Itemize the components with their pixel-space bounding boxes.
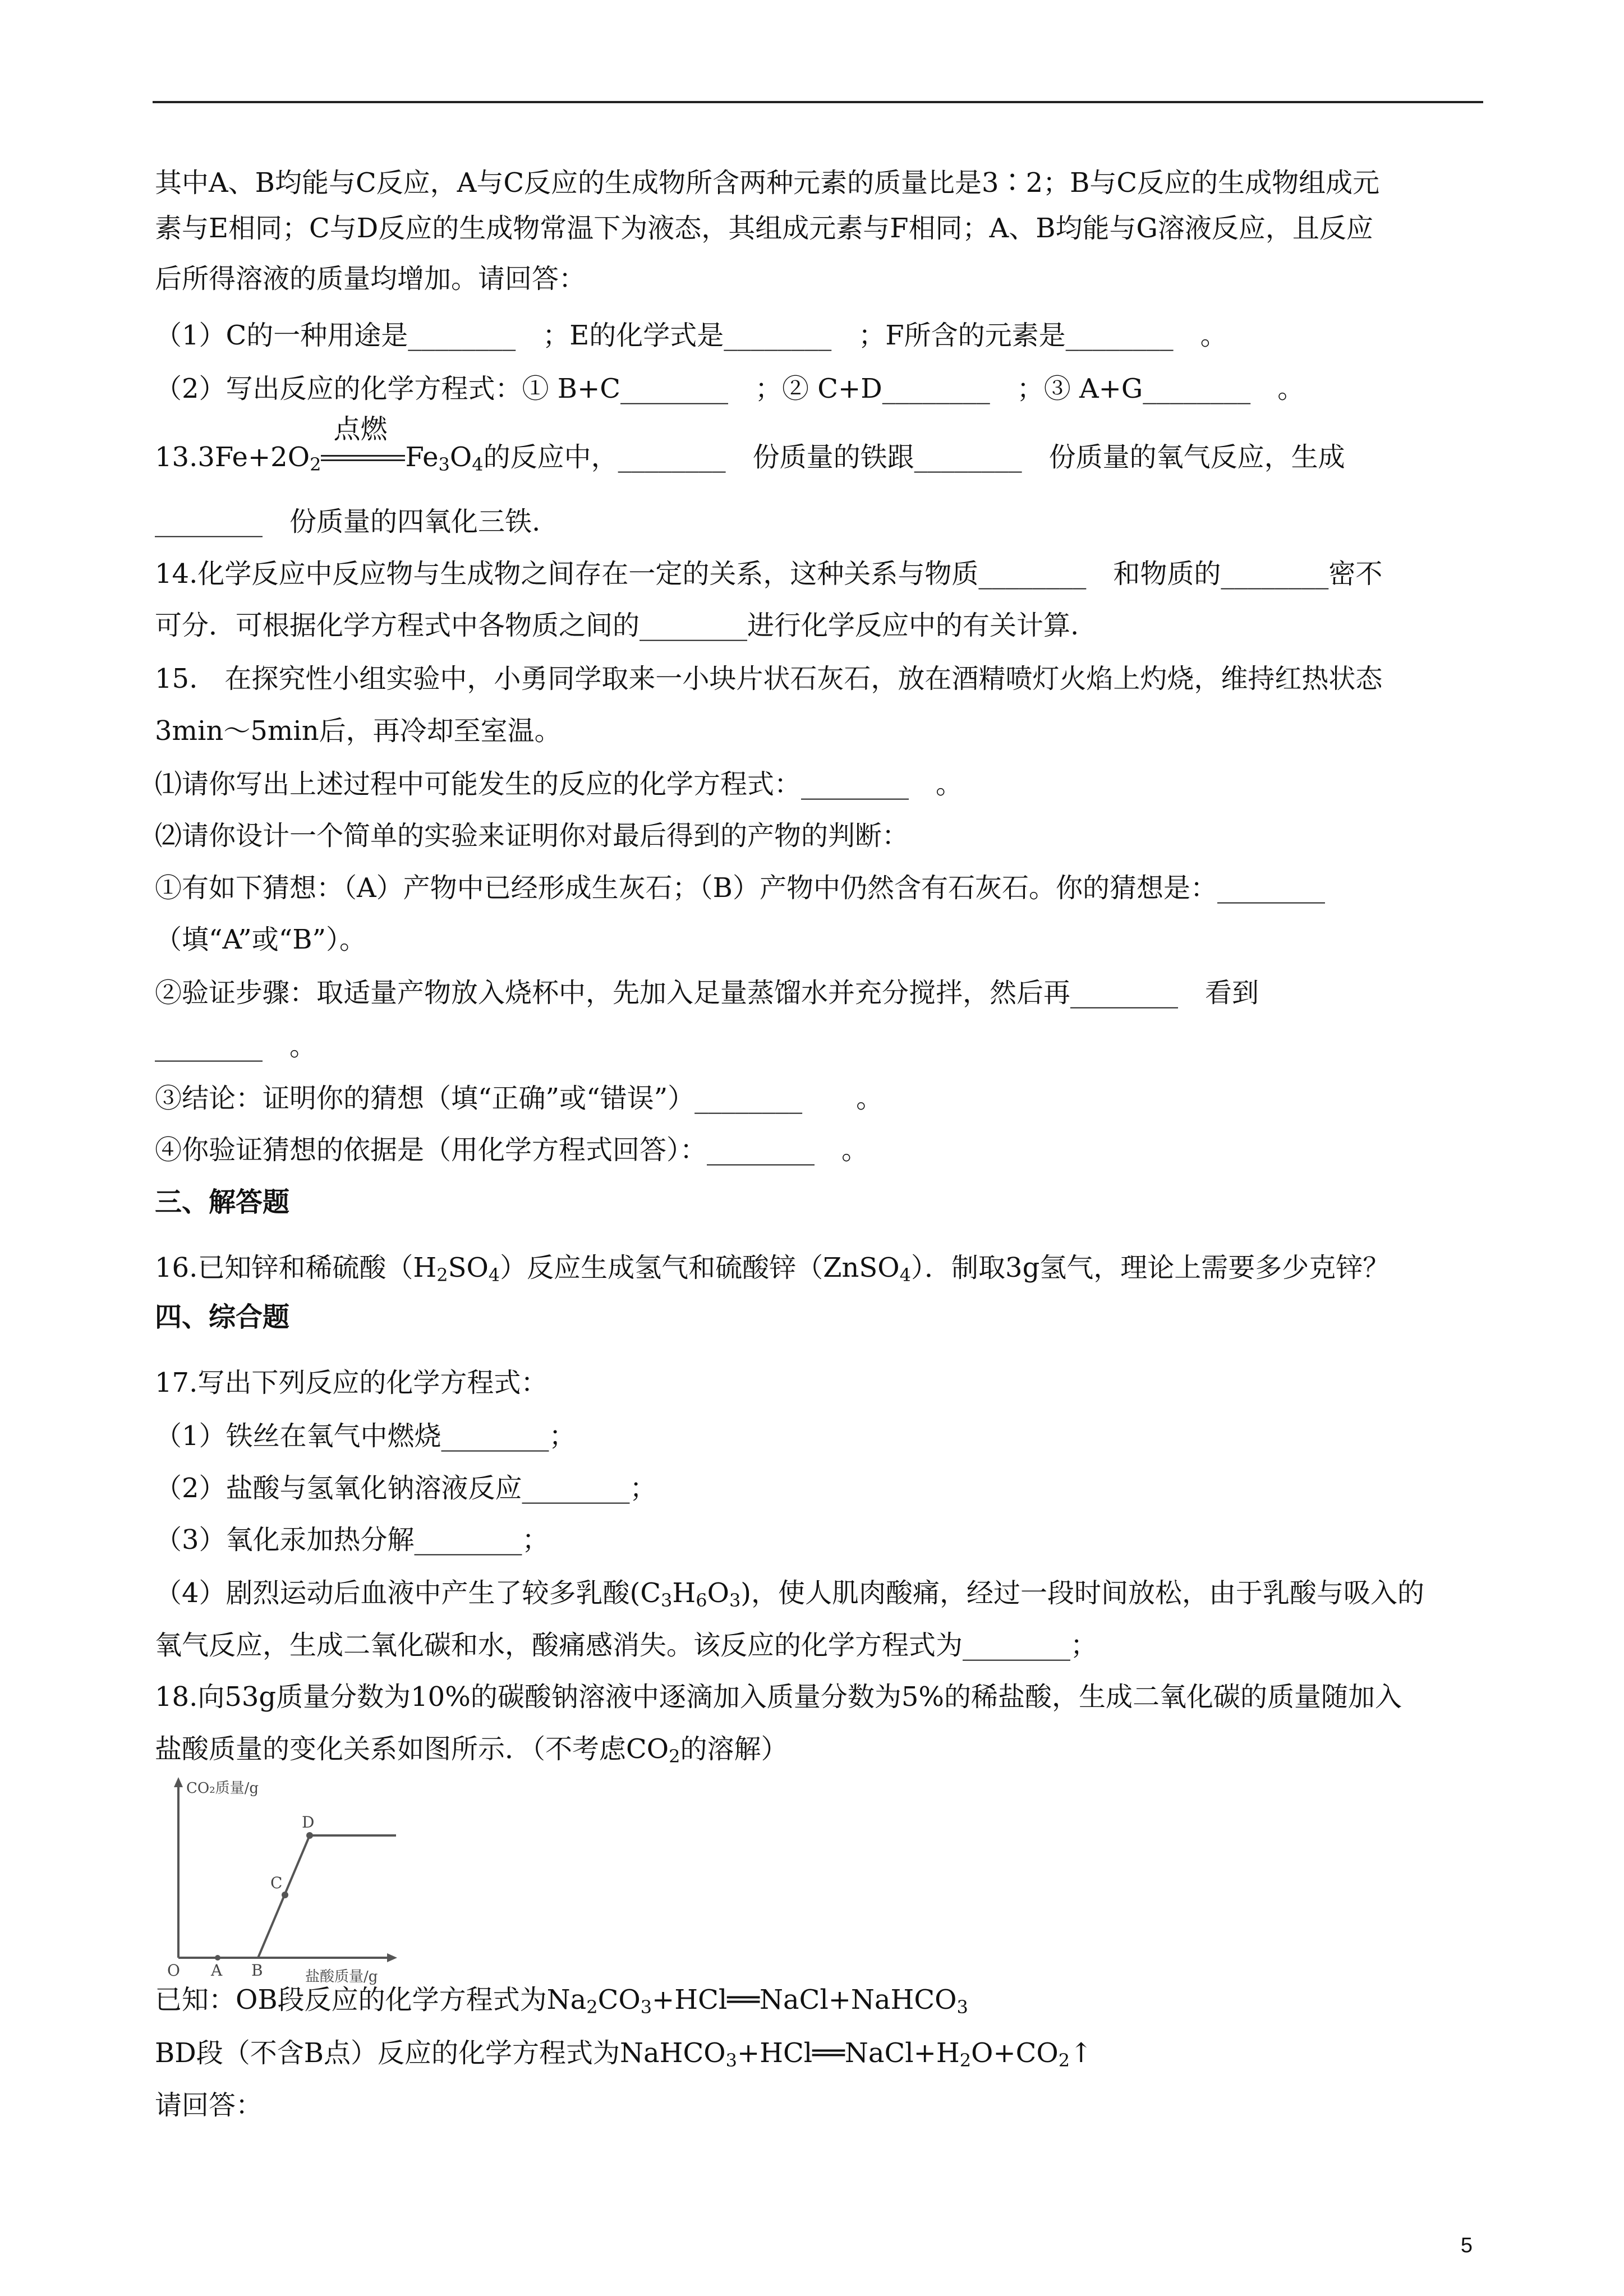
question-12-part-1: （1）C的一种用途是________ ；E的化学式是________ ；F所含的元素是________ 。	[155, 320, 1227, 351]
section-heading-4: 四、综合题	[155, 1301, 290, 1333]
label-c: C	[270, 1874, 283, 1892]
question-17-line-3: （2）盐酸与氢氧化钠溶液反应________；	[155, 1473, 657, 1504]
question-13-line-2: ________ 份质量的四氧化三铁.	[155, 506, 541, 537]
y-axis-arrow	[174, 1777, 183, 1787]
point-d	[306, 1832, 313, 1839]
question-17-line-1: 17.写出下列反应的化学方程式：	[155, 1367, 548, 1398]
question-15-line-4: ⑵请你设计一个简单的实验来证明你对最后得到的产物的判断：	[155, 820, 909, 852]
question-17-line-2: （1）铁丝在氧气中燃烧________；	[155, 1420, 576, 1452]
question-17-line-5: （4）剧烈运动后血液中产生了较多乳酸$(C_3H_6O_3)$，使人肌肉酸痛，经过一段时间放松，由于乳酸与吸入的	[155, 1577, 1425, 1611]
ignition-condition: 点燃	[321, 440, 405, 474]
y-axis-label: CO₂质量/g	[186, 1780, 259, 1797]
question-15-line-10: ④你验证猜想的依据是（用化学方程式回答）：________ 。	[155, 1134, 869, 1166]
question-14-line-1: 14.化学反应中反应物与生成物之间存在一定的关系，这种关系与物质________ 和物质的________密不	[155, 558, 1383, 590]
question-15-line-2: 3min～5min后，再冷却至室温。	[155, 715, 562, 747]
question-15-line-5: ①有如下猜想：（A）产物中已经形成生灰石；（B）产物中仍然含有石灰石。你的猜想是：________	[155, 872, 1325, 904]
question-12-part-2: （2）写出反应的化学方程式：① B+C________ ；② C+D________ ；③ A+G________ 。	[155, 373, 1305, 404]
question-15-line-7: ②验证步骤：取适量产物放入烧杯中，先加入足量蒸馏水并充分搅拌，然后再________ 看到	[155, 977, 1259, 1009]
section-heading-3: 三、解答题	[155, 1186, 290, 1218]
text-line: 后所得溶液的质量均增加。请回答：	[155, 263, 586, 295]
x-axis-arrow	[387, 1953, 397, 1962]
question-18-line-1: 18.向53g质量分数为10%的碳酸钠溶液中逐滴加入质量分数为5%的稀盐酸，生成二氧化碳的质量随加入	[155, 1681, 1402, 1713]
point-c	[282, 1892, 288, 1898]
question-17-line-4: （3）氧化汞加热分解________；	[155, 1524, 549, 1556]
text-line: 其中A、B均能与C反应，A与C反应的生成物所含两种元素的质量比是3∶2；B与C反应的生成物组成元	[155, 167, 1380, 199]
known-line-2: BD段（不含B点）反应的化学方程式为$NaHCO_3+HCl══NaCl+H_2O+CO_2↑$	[155, 2037, 1093, 2071]
question-13-line-1: $13.3Fe+2O_2$ 点燃 $Fe_3O_4$的反应中，________ 份质量的铁跟________ 份质量的氧气反应，生成	[155, 413, 1345, 475]
label-a: A	[211, 1961, 223, 1980]
question-18-line-2: 盐酸质量的变化关系如图所示．（不考虑$CO_2$的溶解）	[155, 1733, 788, 1767]
question-16: 16.已知锌和稀硫酸$(H_2SO_4)$反应生成氢气和硫酸锌（ZnSO$_4$）．制取3g氢气，理论上需要多少克锌？	[155, 1252, 1390, 1286]
co2-graph-figure	[155, 1773, 402, 1985]
known-line-1: 已知：OB段反应的化学方程式为$Na_2CO_3+HCl══NaCl+NaHCO_3$	[155, 1984, 968, 2018]
x-axis-label: 盐酸质量/g	[305, 1968, 378, 1985]
point-a	[215, 1955, 220, 1961]
please-answer: 请回答：	[155, 2090, 263, 2121]
text-line: 素与E相同；C与D反应的生成物常温下为液态，其组成元素与F相同；A、B均能与G溶液反应，且反应	[155, 213, 1373, 244]
question-15-line-3: ⑴请你写出上述过程中可能发生的反应的化学方程式：________ 。	[155, 769, 963, 800]
question-15-line-9: ③结论：证明你的猜想（填“正确”或“错误”）________ 。	[155, 1083, 884, 1114]
header-rule	[153, 101, 1483, 103]
question-17-line-6: 氧气反应，生成二氧化碳和水，酸痛感消失。该反应的化学方程式为________；	[155, 1630, 1098, 1661]
question-15-line-1: 15. 在探究性小组实验中，小勇同学取来一小块片状石灰石，放在酒精喷灯火焰上灼烧，维持红热状态	[155, 663, 1383, 694]
label-o: O	[167, 1961, 180, 1980]
question-15-line-6: （填“A”或“B”）。	[155, 924, 367, 955]
label-d: D	[302, 1813, 315, 1832]
label-b: B	[251, 1961, 263, 1980]
question-15-line-8: ________ 。	[155, 1030, 317, 1062]
page-number: 5	[1460, 2234, 1473, 2257]
question-14-line-2: 可分．可根据化学方程式中各物质之间的________进行化学反应中的有关计算.	[155, 610, 1079, 641]
